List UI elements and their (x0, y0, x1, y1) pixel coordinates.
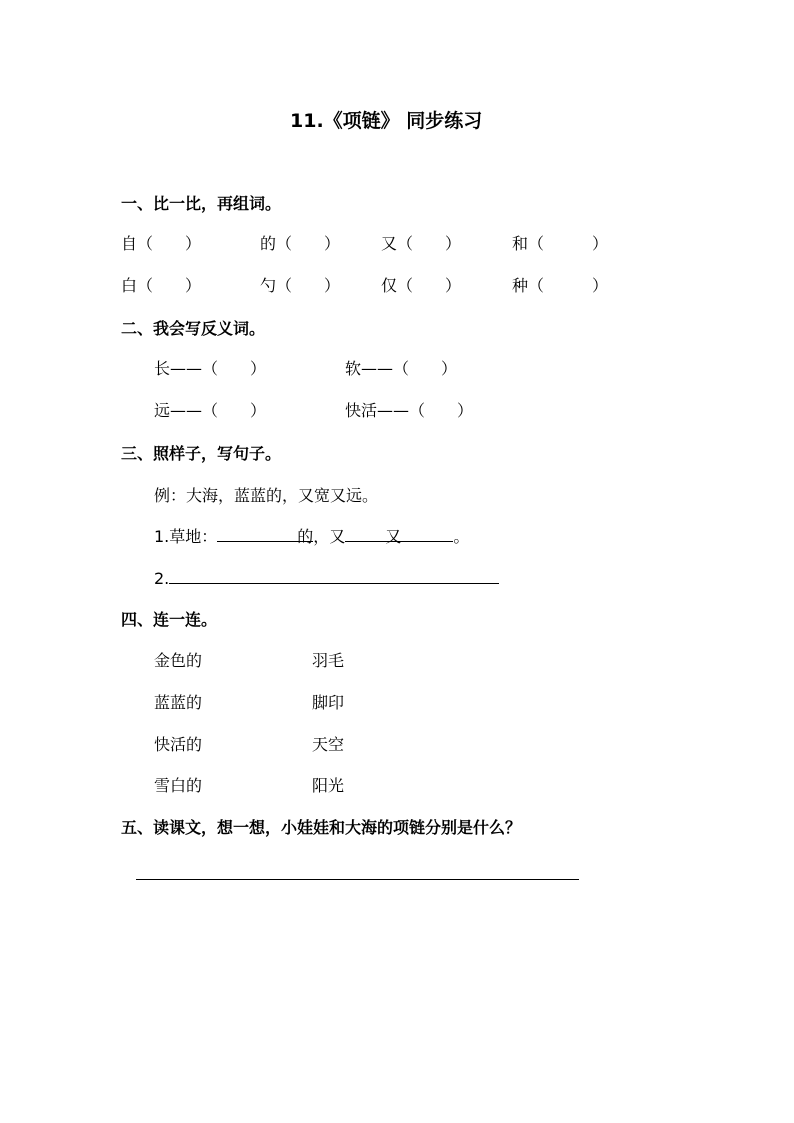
match-left-item[interactable]: 雪白的 (154, 776, 203, 795)
section-1-heading: 一、比一比，再组词。 (121, 194, 282, 213)
compare-item[interactable]: 和（ ） (512, 234, 609, 253)
compare-item[interactable]: 白（ ） (121, 276, 202, 295)
section-3-heading: 三、照样子，写句子。 (121, 444, 282, 463)
blank-line[interactable] (401, 524, 453, 542)
sentence-exercise-2 (154, 566, 499, 588)
section-2-heading: 二、我会写反义词。 (121, 319, 266, 338)
blank-line[interactable] (345, 524, 385, 542)
example-sentence: 例：大海，蓝蓝的，又宽又远。 (154, 486, 379, 505)
match-left-item[interactable]: 金色的 (154, 651, 203, 670)
underlined-you: 又 (385, 524, 401, 542)
compare-item[interactable]: 的（ ） (260, 234, 341, 253)
match-right-item[interactable]: 羽毛 (312, 651, 345, 670)
antonym-item[interactable]: 快活——（ ） (345, 401, 474, 420)
page-title: 11.《项链》 同步练习 (290, 110, 483, 132)
match-left-item[interactable]: 蓝蓝的 (154, 693, 203, 712)
compare-item[interactable]: 自（ ） (121, 234, 202, 253)
section-5-heading: 五、读课文，想一想，小娃娃和大海的项链分别是什么？ (121, 818, 522, 837)
period: 。 (453, 527, 470, 546)
section-4-heading: 四、连一连。 (121, 610, 218, 629)
question-1-prefix: 1.草地： (154, 527, 218, 546)
antonym-item[interactable]: 远——（ ） (154, 401, 267, 420)
sentence-exercise-1 (154, 524, 469, 547)
comma: ， (313, 527, 330, 546)
compare-item[interactable]: 又（ ） (381, 234, 462, 253)
blank-line[interactable] (169, 566, 499, 584)
blank-line[interactable] (217, 524, 297, 542)
match-right-item[interactable]: 脚印 (312, 693, 345, 712)
match-right-item[interactable]: 天空 (312, 735, 345, 754)
match-left-item[interactable]: 快活的 (154, 735, 203, 754)
you-word: 又 (329, 527, 346, 546)
match-right-item[interactable]: 阳光 (312, 776, 345, 795)
underlined-de: 的 (297, 524, 313, 542)
antonym-item[interactable]: 软——（ ） (345, 359, 458, 378)
compare-item[interactable]: 勺（ ） (260, 276, 341, 295)
compare-item[interactable]: 仅（ ） (381, 276, 462, 295)
compare-item[interactable]: 种（ ） (512, 276, 609, 295)
antonym-item[interactable]: 长——（ ） (154, 359, 267, 378)
answer-line[interactable] (136, 879, 579, 880)
question-2-prefix: 2. (154, 569, 170, 588)
